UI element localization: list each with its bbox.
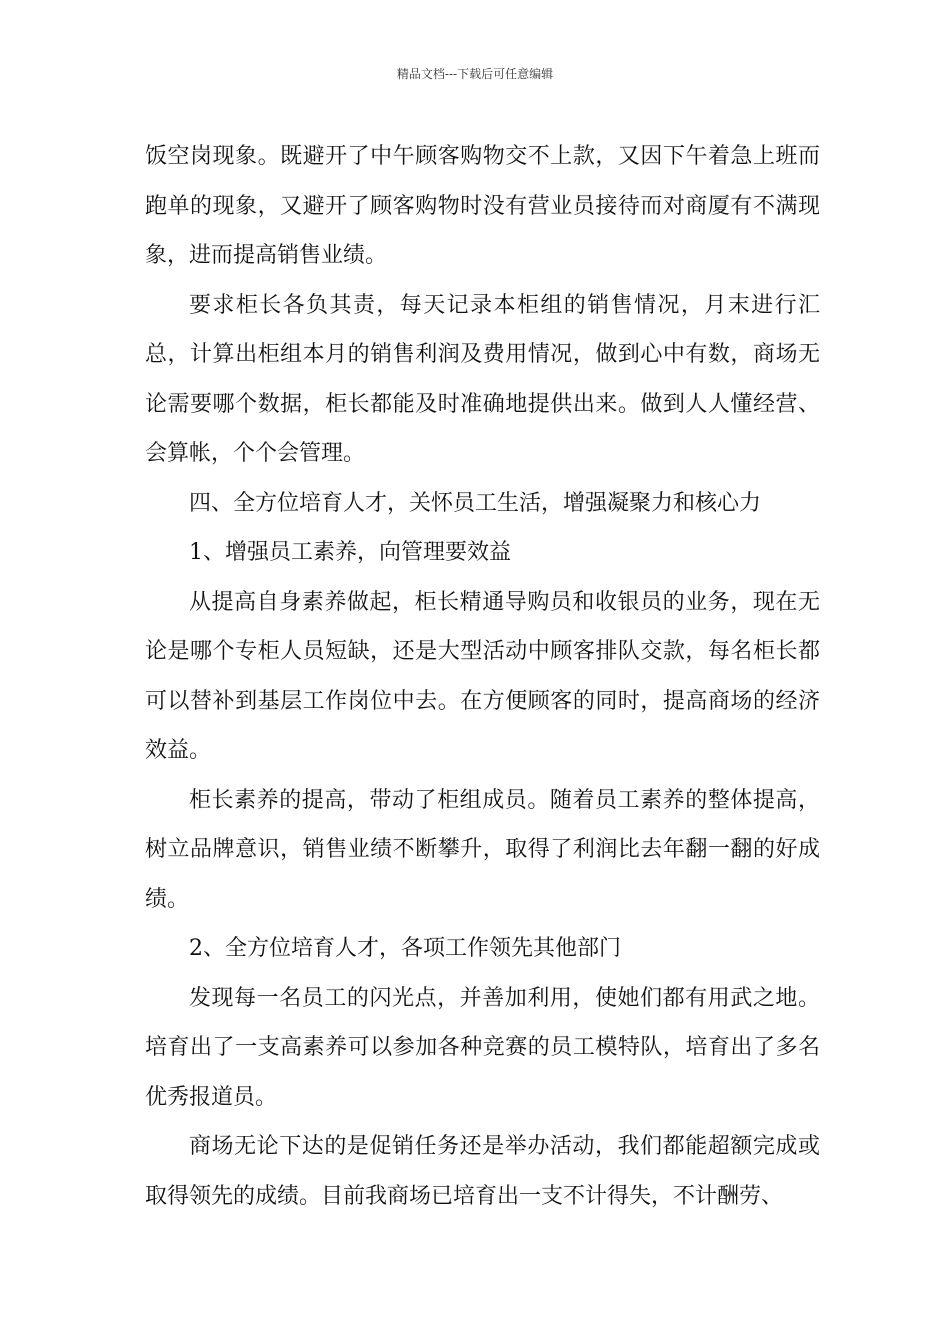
paragraph-4: 柜长素养的提高，带动了柜组成员。随着员工素养的整体提高，树立品牌意识，销售业绩不断攀升，取得了利润比去年翻一翻的好成绩。 [145, 787, 820, 912]
paragraph-1: 饭空岗现象。既避开了中午顾客购物交不上款，又因下午着急上班而跑单的现象，又避开了顾客购物时没有营业员接待而对商厦有不满现象，进而提高销售业绩。 [145, 144, 820, 268]
subheading-2: 2、全方位培育人才，各项工作领先其他部门 [189, 936, 621, 961]
subheading-1: 1、增强员工素养，向管理要效益 [189, 540, 511, 565]
paragraph-2: 要求柜长各负其责，每天记录本柜组的销售情况，月末进行汇总，计算出柜组本月的销售利润及费用情况，做到心中有数，商场无论需要哪个数据，柜长都能及时准确地提供出来。做到人人懂经营、会算帐，个个会管理。 [145, 292, 820, 466]
paragraph-5: 发现每一名员工的闪光点，并善加利用，使她们都有用武之地。培育出了一支高素养可以参加各种竞赛的员工模特队，培育出了多名优秀报道员。 [145, 985, 820, 1110]
page-header: 精品文档---下载后可任意编辑 [396, 67, 554, 81]
section-heading-4: 四、全方位培育人才，关怀员工生活，增强凝聚力和核心力 [189, 490, 762, 516]
paragraph-3: 从提高自身素养做起，柜长精通导购员和收银员的业务，现在无论是哪个专柜人员短缺，还是大型活动中顾客排队交款，每名柜长都可以替补到基层工作岗位中去。在方便顾客的同时，提高商场的经济效益。 [145, 589, 820, 763]
document-body [145, 132, 820, 1221]
paragraph-6: 商场无论下达的是促销任务还是举办活动，我们都能超额完成或取得领先的成绩。目前我商场已培育出一支不计得失，不计酬劳、 [145, 1134, 820, 1209]
